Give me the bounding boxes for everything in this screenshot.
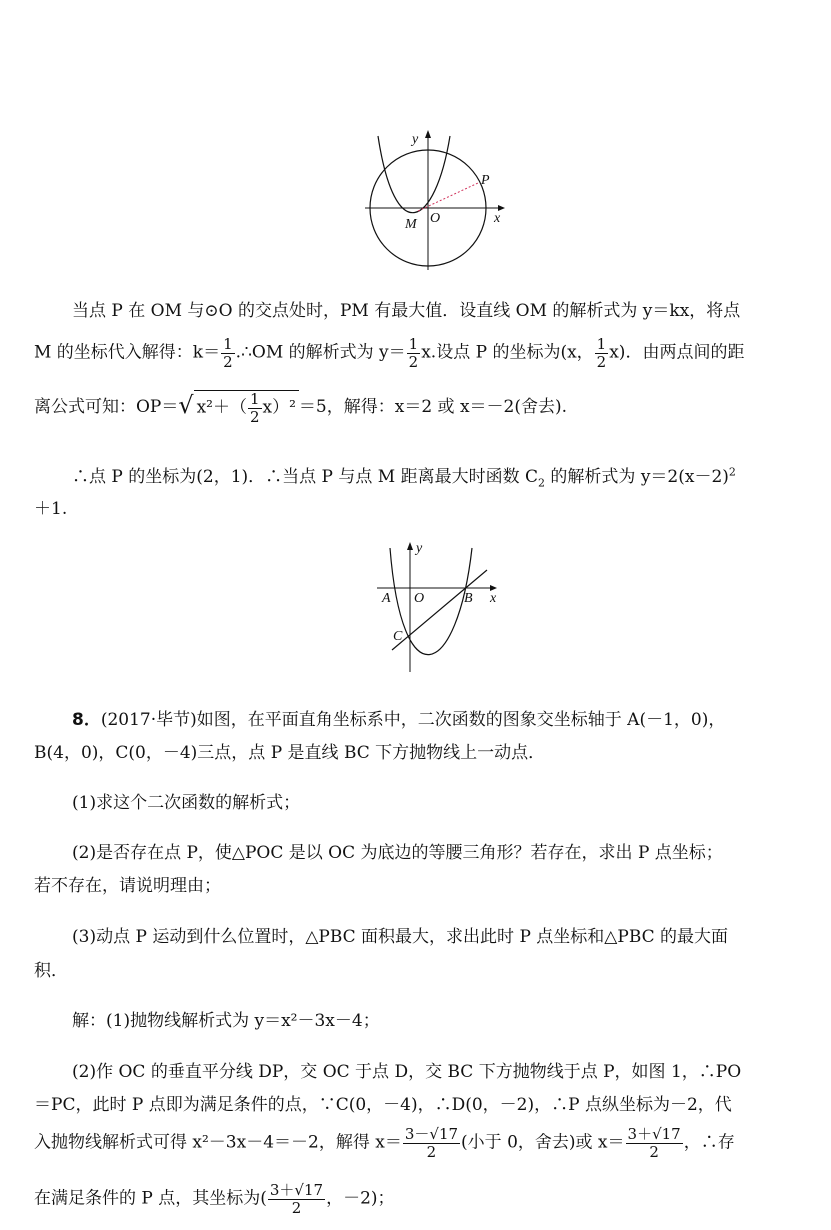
sol-line1: 解：(1)抛物线解析式为 y＝x²－3x－4； [72,1011,380,1031]
q8-sub2a: (2)是否存在点 P，使△POC 是以 OC 为底边的等腰三角形？若存在，求出 P 点坐标； [72,843,723,863]
label-m: M [405,217,417,232]
sol-line5: 在满足条件的 P 点，其坐标为( $\frac{3+√17}{2}$ ，－2)； [34,1181,395,1217]
label-y: y [416,541,423,556]
figure-circle-parabola [360,128,510,273]
p1-line3: 离公式可知：OP＝√ x²＋（ $\frac{1}{2}$ x）² ＝5，解得：x＝2 或 x＝－2(舍去). [34,390,568,426]
p2-line1: ∴点 P 的坐标为(2，1)．∴当点 P 与点 M 距离最大时函数 $C_2$ 的解析式为 $y=2(x-2)^2$ [72,465,736,490]
label-c: C [393,629,403,644]
label-o: O [414,591,425,606]
p1-line2: M 的坐标代入解得：k＝ $\frac{1}{2}$ .∴OM 的解析式为 y＝ $\frac{1}{2}$ x.设点 P 的坐标为(x， $\frac{1}{2}$ x)．由两点间的距 [34,335,745,371]
segment-mp [418,183,478,211]
line-bc [392,570,487,650]
sol-line3: ＝PC，此时 P 点即为满足条件的点，∵C(0，－4)，∴D(0，－2)，∴P 点纵坐标为－2，代 [34,1095,732,1115]
y-axis-arrow [425,130,431,138]
label-b: B [464,591,473,606]
p2-line2: ＋1. [34,499,68,519]
sqrt-expression: √ x²＋（ $\frac{1}{2}$ x）² [178,390,299,425]
label-a: A [382,591,391,606]
parabola [378,136,450,213]
sol-line2: (2)作 OC 的垂直平分线 DP，交 OC 于点 D，交 BC 下方抛物线于点 P，如图 1，∴PO [72,1062,742,1082]
q8-sub3b: 积． [34,961,68,981]
label-y: y [412,132,419,147]
q8-line1: 8．(2017·毕节)如图，在平面直角坐标系中，二次函数的图象交坐标轴于 A(－1，0)， [72,710,726,730]
q8-line2: B(4，0)，C(0，－4)三点，点 P 是直线 BC 下方抛物线上一动点． [34,743,546,763]
q8-sub3a: (3)动点 P 运动到什么位置时，△PBC 面积最大，求出此时 P 点坐标和△PBC 的最大面 [72,927,729,947]
p1-line1: 当点 P 在 OM 与⊙O 的交点处时，PM 有最大值．设直线 OM 的解析式为 y＝kx，将点 [72,301,741,321]
figure-parabola-line [372,540,512,675]
label-o: O [430,211,441,226]
sol-line4: 入抛物线解析式可得 x²－3x－4＝－2，解得 x＝ $\frac{3-√17}{2}$ (小于 0，舍去)或 x＝ $\frac{3+√17}{2}$ ，∴存 [34,1125,735,1161]
y-axis-arrow [407,542,413,550]
label-x: x [494,211,501,226]
label-p: P [481,173,490,188]
q8-sub2b: 若不存在，请说明理由； [34,876,221,896]
q8-sub1: (1)求这个二次函数的解析式； [72,793,301,813]
label-x: x [490,591,497,606]
